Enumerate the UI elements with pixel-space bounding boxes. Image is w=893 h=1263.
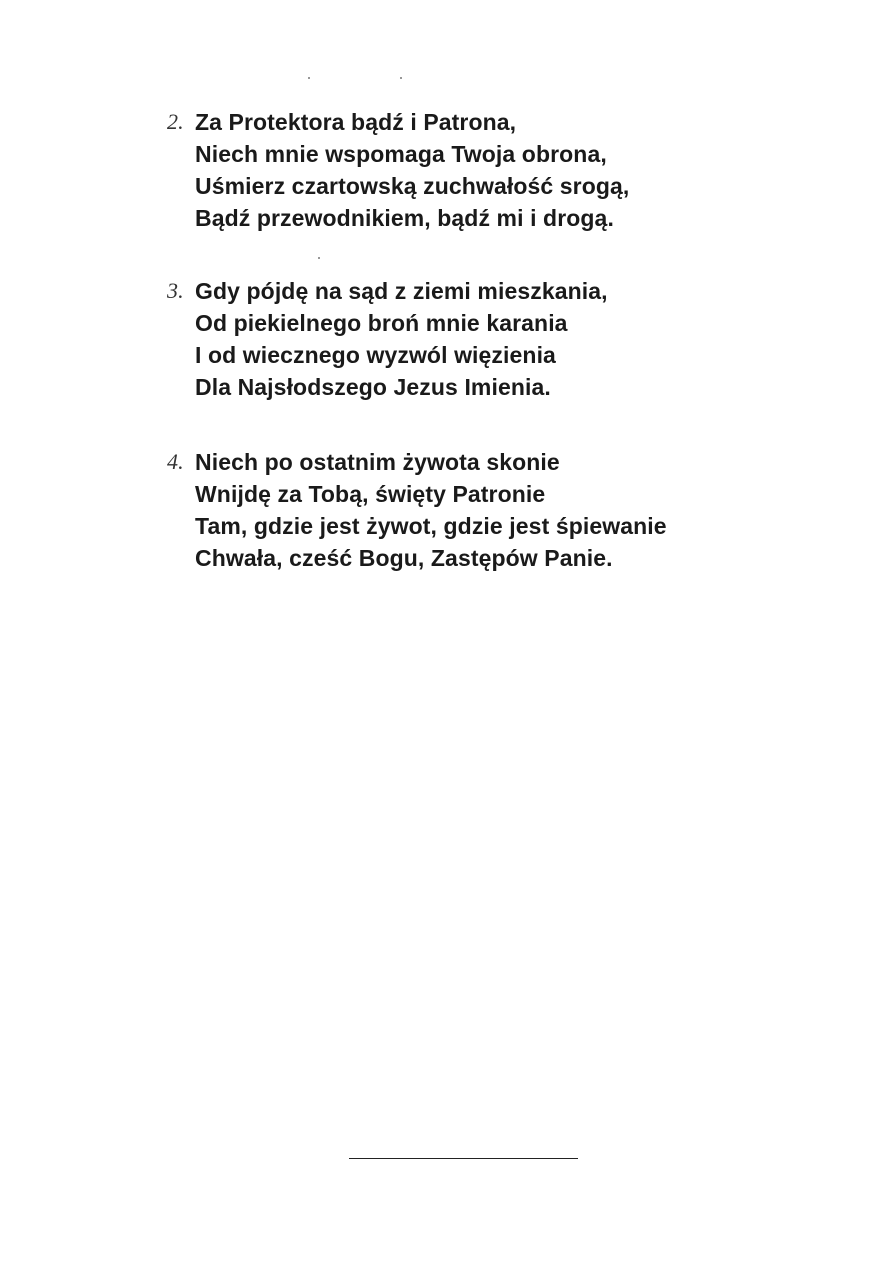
verse-text: Niech po ostatnim żywota skonie [195,449,560,475]
verse-line [163,510,783,542]
stanza-3 [163,275,783,403]
verse-line [163,339,783,371]
verse-text: Chwała, cześć Bogu, Zastępów Panie. [195,545,613,571]
scan-speck [308,77,310,79]
verse-line [163,106,783,138]
verse-text: Bądź przewodnikiem, bądź mi i drogą. [195,205,614,231]
verse-text: Uśmierz czartowską zuchwałość srogą, [195,173,630,199]
verse-text: Tam, gdzie jest żywot, gdzie jest śpiewanie [195,513,667,539]
scan-speck [400,77,402,79]
verse-line [163,446,783,478]
verse-number: 4. [167,449,184,474]
footer-rule [349,1158,578,1159]
verse-text: Za Protektora bądź i Patrona, [195,109,517,135]
verse-line [163,275,783,307]
verse-text: Od piekielnego broń mnie karania [195,310,568,336]
stanza-2 [163,106,783,234]
verse-text: I od wiecznego wyzwól więzienia [195,342,556,368]
verse-text: Wnijdę za Tobą, święty Patronie [195,481,546,507]
verse-line [163,307,783,339]
verse-text: Niech mnie wspomaga Twoja obrona, [195,141,607,167]
scan-speck [318,257,320,259]
verse-number: 2. [167,109,184,134]
verse-text: Dla Najsłodszego Jezus Imienia. [195,374,551,400]
verse-line [163,138,783,170]
verse-line [163,371,783,403]
verse-line [163,170,783,202]
verse-line [163,542,783,574]
verse-number: 3. [167,278,184,303]
verse-text: Gdy pójdę na sąd z ziemi mieszkania, [195,278,608,304]
verse-line [163,478,783,510]
stanza-4 [163,446,783,574]
verse-line [163,202,783,234]
